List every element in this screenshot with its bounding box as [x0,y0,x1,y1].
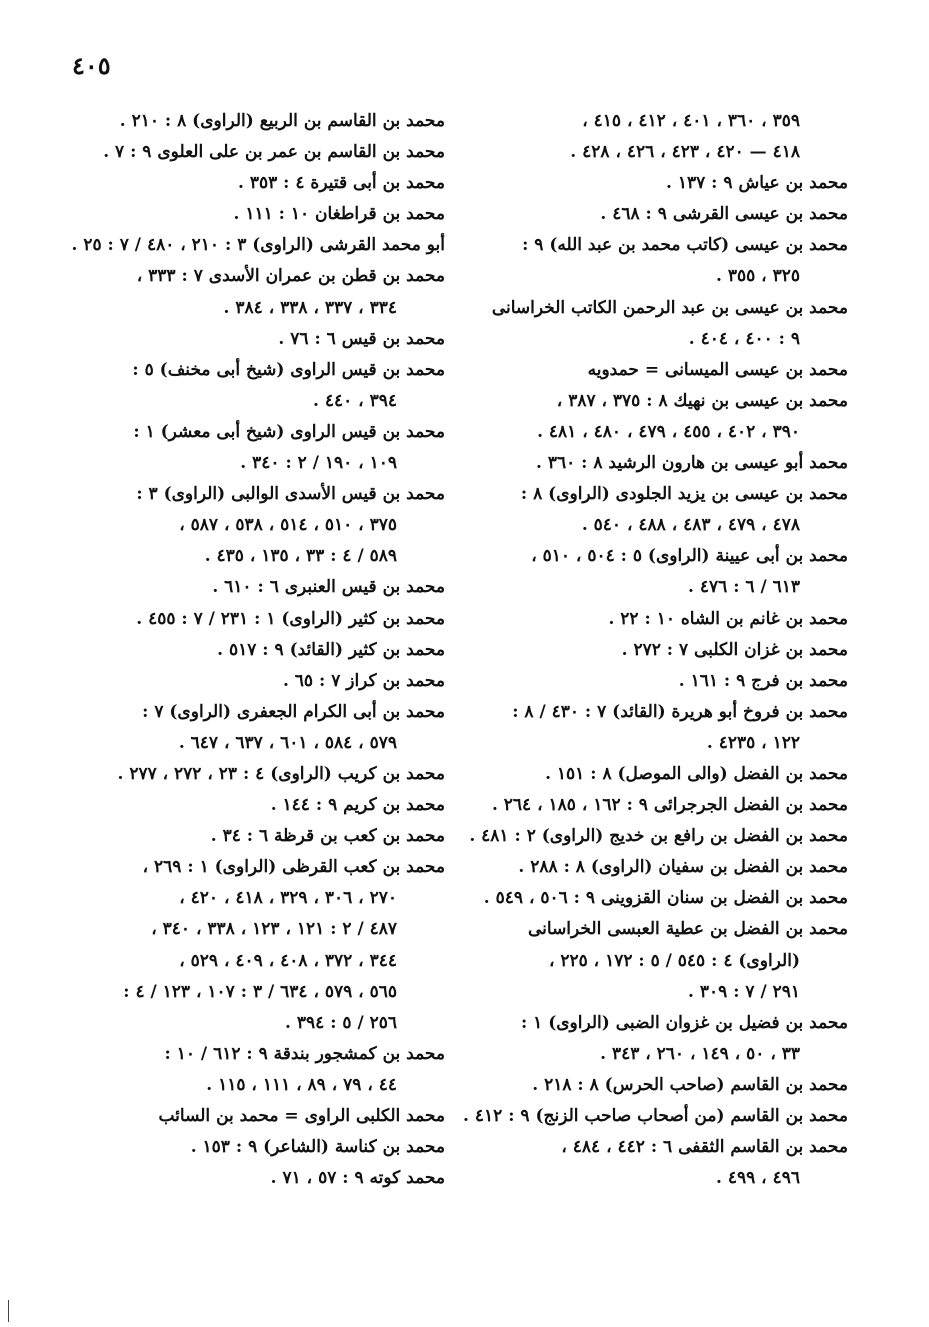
index-entry: محمد بن غانم بن الشاه ١٠ : ٢٢ . [608,608,848,629]
index-entry: محمد بن الفضل بن عطية العبسى الخراسانى [527,919,848,940]
page-number: ٤٠٥ [72,51,111,80]
index-entry: محمد بن غزان الكلبى ٧ : ٢٧٢ . [621,639,848,660]
index-entry: محمد بن قطن بن عمران الأسدى ٧ : ٣٣٣ ، [136,266,445,287]
index-entry: محمد بن القاسم (من أصحاب صاحب الزنج) ٩ : ٤١٢ . [463,1106,848,1126]
index-entry: محمد بن كمشجور بندقة ٩ : ٦١٢ / ١٠ : [164,1043,445,1064]
index-entry-continuation: ٢٥٦ / ٥ : ٣٩٤ . [285,1012,397,1033]
index-entry: محمد بن القاسم الثقفى ٦ : ٤٤٢ ، ٤٨٤ ، [561,1137,848,1158]
index-entry-continuation: ٤٩٦ ، ٤٩٩ . [716,1168,800,1189]
index-entry: محمد بن الفضل بن رافع بن خديج (الراوى) ٢ : ٤٨١ . [469,826,848,847]
index-entry: محمد بن الفضل بن سفيان (الراوى) ٨ : ٢٨٨ . [518,857,848,878]
index-entry-continuation: ٣٥٩ ، ٣٦٠ ، ٤٠١ ، ٤١٢ ، ٤١٥ ، [582,111,800,131]
index-entry: محمد بن الفضل (والى الموصل) ٨ : ١٥١ . [545,763,848,784]
index-entry-continuation: ١٢٢ ، ٤٢٣٥ . [706,732,800,753]
index-entry: محمد أبو عيسى بن هارون الرشيد ٨ : ٣٦٠ . [535,453,848,474]
index-entry: محمد بن كعب بن قرظة ٦ : ٣٤ . [210,826,445,847]
index-entry: محمد كوته ٩ : ٥٧ ، ٧١ . [270,1168,445,1189]
index-entry: محمد بن الفضل الجرجرائى ٩ : ١٦٢ ، ١٨٥ ، ٢٦٤ . [491,795,848,816]
index-entry: محمد بن كريم ٩ : ١٤٤ . [270,795,445,816]
index-entry-continuation: ٣٧٥ ، ٥١٠ ، ٥١٤ ، ٥٣٨ ، ٥٨٧ ، [179,515,397,536]
index-entry-continuation: ٤٤ ، ٧٩ ، ٨٩ ، ١١١ ، ١١٥ . [206,1074,397,1095]
index-entry: محمد بن عيسى (كاتب محمد بن عبد الله) ٩ : [522,235,848,256]
index-entry-continuation: ٣٢٥ ، ٣٥٥ . [716,266,800,287]
index-entry-continuation: ٣٩٠ ، ٤٠٢ ، ٤٥٥ ، ٤٧٩ ، ٤٨٠ ، ٤٨١ . [537,421,800,442]
index-entry: محمد بن فرج ٩ : ١٦١ . [678,670,848,691]
index-entry: محمد بن قراطغان ١٠ : ١١١ . [233,204,445,225]
index-entry-continuation: ٥٦٥ ، ٥٧٩ ، ٦٣٤ / ٣ : ١٠٧ ، ١٢٣ / ٤ : [123,981,397,1002]
index-entry-continuation: ٤٨٧ / ٢ : ١٢١ ، ١٢٣ ، ٣٣٨ ، ٣٤٠ ، [151,919,397,940]
index-entry: محمد بن الفضل بن سنان القزوينى ٩ : ٥٠٦ ، ٥٤٩ . [483,888,848,909]
index-entry: محمد بن فضيل بن غزوان الضبى (الراوى) ١ : [520,1012,848,1033]
index-entry: محمد بن القاسم بن الربيع (الراوى) ٨ : ٢١٠ . [119,111,445,131]
index-entry: محمد بن أبى قتيرة ٤ : ٣٥٣ . [238,173,445,194]
index-entry-continuation: (الراوى) ٤ : ٥٤٥ / ٥ : ١٧٢ ، ٢٢٥ ، [548,950,800,971]
index-entry: محمد بن كثير (القائد) ٩ : ٥١٧ . [217,639,445,660]
index-entry: محمد بن عيسى بن نهيك ٨ : ٣٧٥ ، ٣٨٧ ، [556,390,848,411]
index-entry: محمد بن كراز ٧ : ٦٥ . [282,670,445,691]
index-entry: محمد الكلبى الراوى = محمد بن السائب [158,1106,445,1126]
index-entry: محمد بن كناسة (الشاعر) ٩ : ١٥٣ . [190,1137,445,1158]
index-entry: محمد بن كعب القرظى (الراوى) ١ : ٢٦٩ ، [142,857,445,878]
index-column-left [60,106,445,1194]
index-entry: محمد بن عيسى بن يزيد الجلودى (الراوى) ٨ : [520,484,848,505]
index-entry-continuation: ٦١٣ / ٦ : ٤٧٦ . [688,577,800,598]
index-entry-continuation: ٣٣٤ ، ٣٣٧ ، ٣٣٨ ، ٣٨٤ . [223,297,397,318]
index-entry: محمد بن قيس الراوى (شيخ أبى معشر) ١ : [133,421,445,442]
index-entry-continuation: ٤٧٨ ، ٤٧٩ ، ٤٨٣ ، ٤٨٨ ، ٥٤٠ . [581,515,800,536]
page-edge-mark [8,1300,9,1322]
index-entry: محمد بن قيس ٦ : ٧٦ . [278,328,445,349]
index-entry: محمد بن قيس العنبرى ٦ : ٦١٠ . [212,577,445,598]
index-entry: محمد بن عيسى الميسانى = حمدويه [587,359,848,380]
index-entry-continuation: ٣٩٤ ، ٤٤٠ . [313,390,397,411]
index-entry: محمد بن عيسى بن عبد الرحمن الكاتب الخراسانى [491,297,848,318]
index-entry: أبو محمد القرشى (الراوى) ٣ : ٢١٠ ، ٤٨٠ / ٧ : ٢٥ . [71,235,445,256]
index-entry: محمد بن القاسم (صاحب الحرس) ٨ : ٢١٨ . [532,1074,848,1095]
index-entry-continuation: ٤١٨ — ٤٢٠ ، ٤٢٣ ، ٤٢٦ ، ٤٢٨ . [570,142,800,163]
index-entry: محمد بن فروخ أبو هريرة (القائد) ٧ : ٤٣٠ / ٨ : [512,701,848,722]
index-entry-continuation: ٣٣ ، ٥٠ ، ١٤٩ ، ٢٦٠ ، ٣٤٣ . [600,1043,800,1064]
index-entry-continuation: ٢٧٠ ، ٣٠٦ ، ٣٢٩ ، ٤١٨ ، ٤٢٠ ، [179,888,397,909]
index-entry-continuation: ١٠٩ ، ١٩٠ / ٢ : ٣٤٠ . [240,453,397,474]
index-entry-continuation: ٢٩١ / ٧ : ٣٠٩ . [688,981,800,1002]
index-entry: محمد بن أبى عيينة (الراوى) ٥ : ٥٠٤ ، ٥١٠ ، [531,546,848,567]
index-entry: محمد بن عياش ٩ : ١٣٧ . [666,173,848,194]
index-entry: محمد بن قيس الراوى (شيخ أبى مخنف) ٥ : [132,359,445,380]
index-entry-continuation: ٥٧٩ ، ٥٨٤ ، ٦٠١ ، ٦٣٧ ، ٦٤٧ . [178,732,397,753]
index-column-right [463,106,848,1194]
index-entry: محمد بن قيس الأسدى الوالبى (الراوى) ٣ : [136,484,445,505]
index-entry: محمد بن عيسى القرشى ٩ : ٤٦٨ . [600,204,848,225]
index-entry-continuation: ٣٤٤ ، ٣٧٢ ، ٤٠٨ ، ٤٠٩ ، ٥٢٩ ، [179,950,397,971]
index-entry-continuation: ٩ : ٤٠٠ ، ٤٠٤ . [688,328,800,349]
index-entry-continuation: ٥٨٩ / ٤ : ٣٣ ، ١٣٥ ، ٤٣٥ . [204,546,397,567]
index-entry: محمد بن القاسم بن عمر بن على العلوى ٩ : ٧ . [103,142,445,163]
index-entry: محمد بن أبى الكرام الجعفرى (الراوى) ٧ : [142,701,445,722]
index-entry: محمد بن كريب (الراوى) ٤ : ٢٣ ، ٢٧٢ ، ٢٧٧ . [117,763,445,784]
index-entry: محمد بن كثير (الراوى) ١ : ٢٣١ / ٧ : ٤٥٥ . [136,608,445,629]
